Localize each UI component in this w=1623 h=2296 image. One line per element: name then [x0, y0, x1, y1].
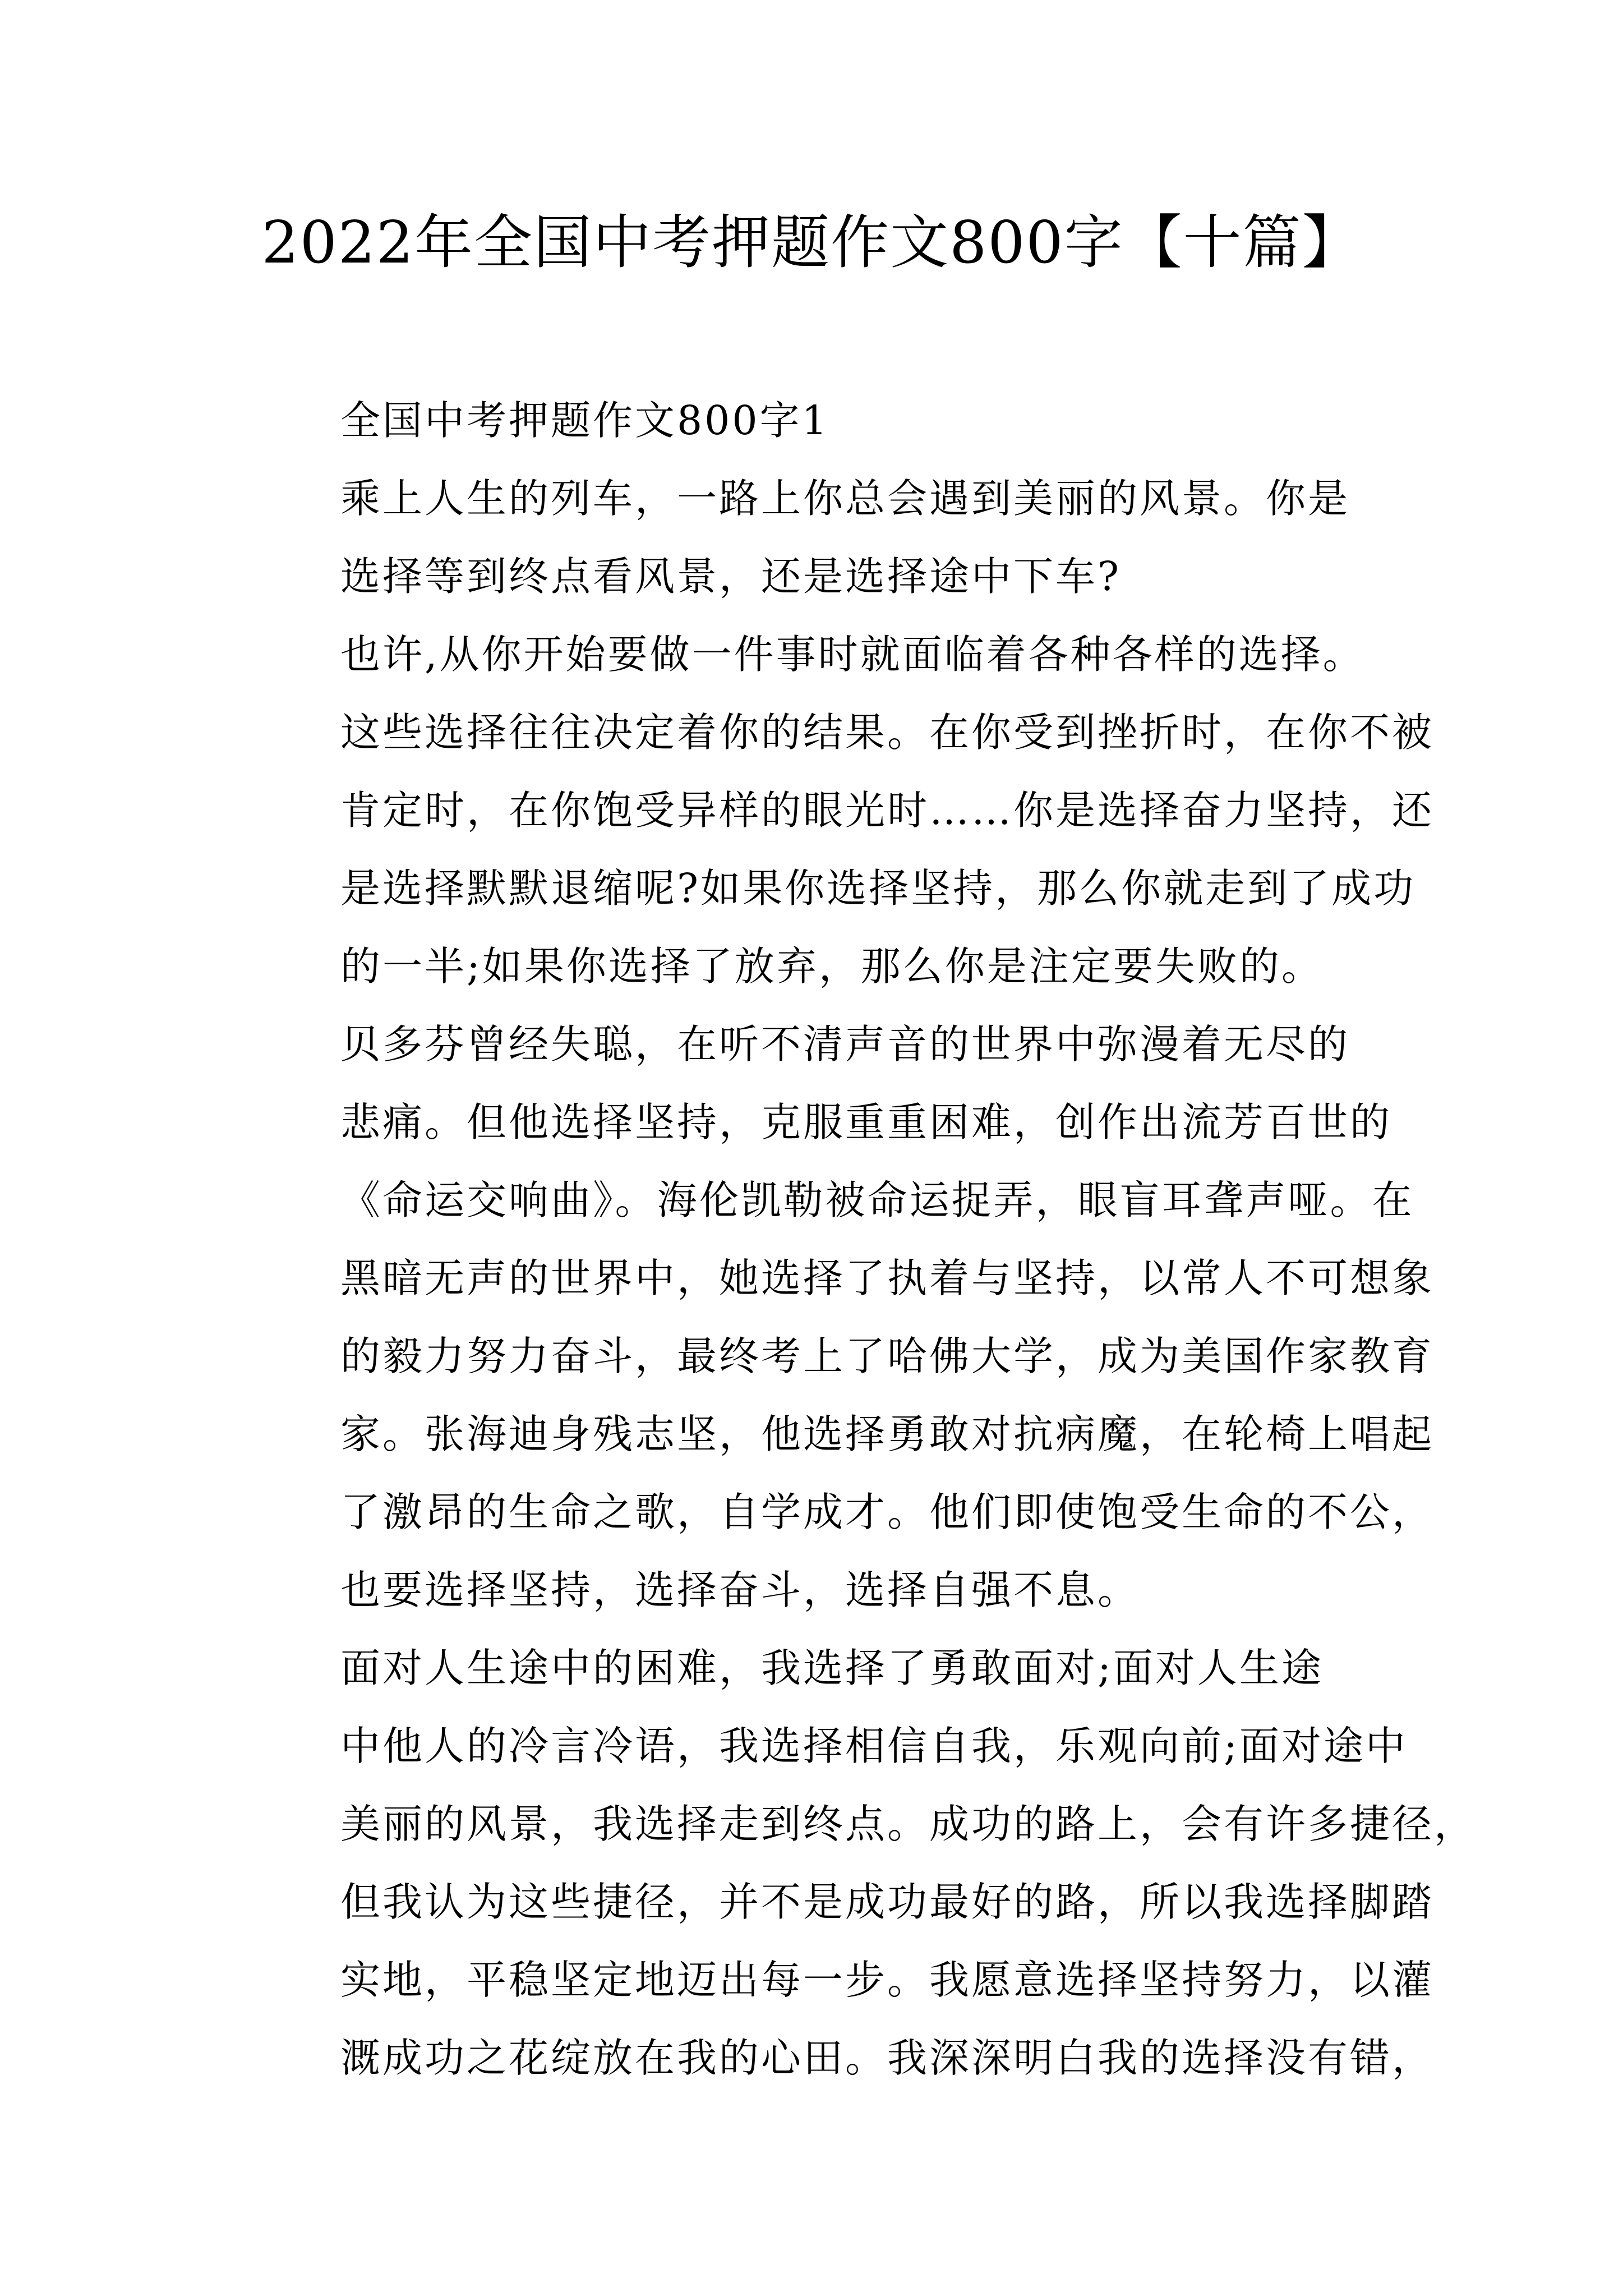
section-heading: 全国中考押题作文800字1 [340, 397, 829, 444]
text-line: 的一半;如果你选择了放弃，那么你是注定要失败的。 [340, 943, 1324, 990]
text-line: 面对人生途中的困难，我选择了勇敢面对;面对人生途 [340, 1645, 1324, 1691]
text-line: 悲痛。但他选择坚持，克服重重困难，创作出流芳百世的 [340, 1099, 1393, 1145]
text-line: 但我认为这些捷径，并不是成功最好的路，所以我选择脚踏 [340, 1879, 1435, 1925]
text-line: 的毅力努力奋斗，最终考上了哈佛大学，成为美国作家教育 [340, 1333, 1435, 1379]
document-title: 2022年全国中考押题作文800字【十篇】 [261, 208, 1362, 277]
text-line: 也要选择坚持，选择奋斗，选择自强不息。 [340, 1567, 1140, 1613]
text-line: 选择等到终点看风景，还是选择途中下车? [340, 553, 1122, 600]
text-line: 家。张海迪身残志坚，他选择勇敢对抗病魔，在轮椅上唱起 [340, 1411, 1435, 1457]
text-line: 实地，平稳坚定地迈出每一步。我愿意选择坚持努力，以灌 [340, 1957, 1435, 2003]
text-line: 中他人的冷言冷语，我选择相信自我，乐观向前;面对途中 [340, 1723, 1408, 1769]
text-line: 溉成功之花绽放在我的心田。我深深明白我的选择没有错， [340, 2035, 1435, 2081]
text-line: 黑暗无声的世界中，她选择了执着与坚持，以常人不可想象 [340, 1255, 1435, 1301]
text-line: 贝多芬曾经失聪，在听不清声音的世界中弥漫着无尽的 [340, 1021, 1350, 1068]
document-body [251, 381, 1477, 2097]
text-line: 了激昂的生命之歌，自学成才。他们即使饱受生命的不公， [340, 1489, 1435, 1535]
text-line: 《命运交响曲》。海伦凯勒被命运捉弄，眼盲耳聋声哑。在 [340, 1177, 1414, 1223]
text-line: 也许,从你开始要做一件事时就面临着各种各样的选择。 [340, 631, 1365, 678]
text-line: 肯定时，在你饱受异样的眼光时……你是选择奋力坚持，还 [340, 787, 1435, 834]
text-line: 美丽的风景，我选择走到终点。成功的路上，会有许多捷径， [340, 1801, 1477, 1847]
paragraph-2 [251, 615, 1435, 1005]
text-line: 是选择默默退缩呢?如果你选择坚持，那么你就走到了成功 [340, 865, 1416, 912]
paragraph-3 [251, 1005, 1435, 1629]
paragraph-4 [251, 1629, 1477, 2097]
paragraph-1 [251, 459, 1372, 615]
text-line: 这些选择往往决定着你的结果。在你受到挫折时，在你不被 [340, 709, 1435, 756]
text-line: 乘上人生的列车，一路上你总会遇到美丽的风景。你是 [340, 475, 1350, 522]
